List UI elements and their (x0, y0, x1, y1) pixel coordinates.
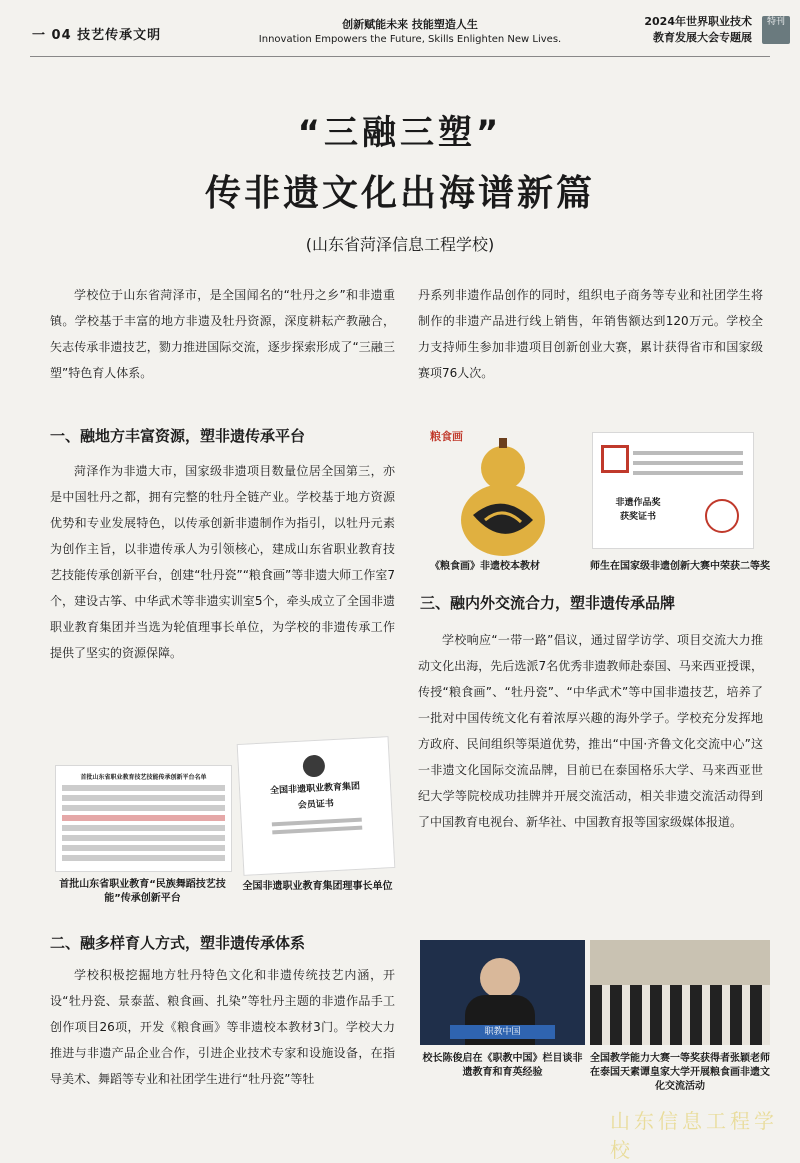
platform-list-document (55, 765, 232, 872)
slogan (250, 16, 570, 45)
slogan-cn: 创新赋能未来 技能塑造人生 (342, 18, 478, 31)
award-certificate (592, 432, 754, 549)
tv-caption-bar: 职教中国 (450, 1025, 555, 1039)
continued-paragraph: 丹系列非遗作品创作的同时，组织电子商务等专业和社团学生将制作的非遗产品进行线上销售，年销售额达到120万元。学校全力支持师生参加非遗项目创新创业大赛，累计获得省市和国家级赛项76人次。 (418, 288, 763, 380)
header-divider (30, 56, 770, 57)
membership-certificate (237, 736, 396, 876)
slogan-en: Innovation Empowers the Future, Skills Enlighten New Lives. (258, 34, 562, 45)
gourd-illustration (425, 420, 575, 560)
event-title (644, 14, 752, 46)
students-row (590, 985, 770, 1045)
fig1-caption: 首批山东省职业教育“民族舞蹈技艺技能”传承创新平台 (59, 879, 226, 904)
title-line-1: “三融三塑” (297, 113, 503, 153)
award-logo-icon (601, 445, 629, 473)
event-line-2: 教育发展大会专题展 (653, 31, 752, 44)
section1-body: 菏泽作为非遗大市，国家级非遗项目数量位居全国第三，亦是中国牡丹之都，拥有完整的牡丹全链产业。学校基于地方资源优势和专业发展特色，以传承创新非遗制作为指引，以牡丹元素为创作主旨，以非遗传承人为引领核心，建成山东省职业教育技艺技能传承创新平台，创建“牡丹瓷”“粮食画”等非遗大师工作室7个，建设古筝、中华武术等非遗实训室5个，牵头成立了全国非遗职业教育集团并当选为轮值理事长单位，为学校的非遗传承工作提供了坚实的资源保障。 (50, 464, 395, 660)
speaker-head (480, 958, 520, 998)
school-watermark: 山东信息工程学校 (610, 1109, 778, 1162)
group-photo (590, 940, 770, 1045)
fig2-caption: 全国非遗职业教育集团理事长单位 (242, 881, 393, 892)
grain-painting-textbook (425, 420, 575, 560)
intro-paragraph: 学校位于山东省菏泽市，是全国闻名的“牡丹之乡”和非遗重镇。学校基于丰富的地方非遗及牡丹资源，深度耕耘产教融合，矢志传承非遗技艺，勠力推进国际交流，逐步探索形成了“三融三塑”特色育人体系。 (50, 288, 395, 380)
special-issue-badge: 特刊 (762, 16, 790, 44)
fig4-caption: 师生在国家级非遗创新大赛中荣获二等奖 (590, 561, 770, 572)
section2-heading: 二、融多样育人方式，塑非遗传承体系 (50, 934, 306, 952)
fig3-caption: 《粮食画》非遗校本教材 (430, 561, 540, 572)
section-label: 一 04 技艺传承文明 (32, 28, 162, 43)
award-line-1: 非遗作品奖 (615, 498, 661, 508)
tv-interview-photo (420, 940, 585, 1045)
section3-heading: 三、融内外交流合力，塑非遗传承品牌 (420, 594, 676, 612)
section3-body: 学校响应“一带一路”倡议，通过留学访学、项目交流大力推动文化出海，先后选派7名优秀非遗教师赴泰国、马来西亚授课，传授“粮食画”、“牡丹瓷”、“中华武术”等中国非遗技艺，培养了一批对中国传统文化有着浓厚兴趣的海外学子。学校充分发挥地方政府、民间组织等渠道优势，推出“中国·齐鲁文化交流中心”这一非遗文化国际交流品牌，目前已在泰国格乐大学、马来西亚世纪大学等院校成功挂牌并开展交流活动，相关非遗交流活动得到了中国教育电视台、新华社、中国教育报等国家级媒体报道。 (418, 633, 763, 829)
award-line-2: 获奖证书 (619, 512, 656, 522)
section2-body: 学校积极挖掘地方牡丹特色文化和非遗传统技艺内涵，开设“牡丹瓷、景泰蓝、粮食画、扎染”等牡丹主题的非遗作品手工创作项目26项，开发《粮食画》等非遗校本教材3门。学校大力推进与非遗产品企业合作，引进企业技术专家和设施设备，在指导美术、舞蹈等专业和社团学生进行“牡丹瓷”等牡 (50, 968, 395, 1086)
school-subtitle: (山东省菏泽信息工程学校) (305, 235, 495, 254)
section1-heading: 一、融地方丰富资源，塑非遗传承平台 (50, 427, 306, 445)
photo2-caption: 全国教学能力大赛一等奖获得者张颖老师在泰国天素谭皇家大学开展粮食画非遗文化交流活动 (590, 1053, 770, 1092)
emblem-icon (302, 754, 325, 777)
document-table (56, 785, 231, 861)
photo1-caption: 校长陈俊启在《职教中国》栏目谈非遗教育和育英经验 (422, 1053, 583, 1078)
page-header (0, 0, 800, 60)
certificate-title: 会员证书 (297, 799, 335, 811)
document-title: 首批山东省职业教育技艺技能传承创新平台名单 (80, 774, 207, 781)
event-line-1: 2024年世界职业技术 (644, 15, 752, 28)
textbook-label: 粮食画 (430, 430, 463, 443)
certificate-org: 全国非遗职业教育集团 (269, 781, 361, 797)
title-line-2: 传非遗文化出海谱新篇 (204, 173, 595, 214)
red-seal-icon (705, 499, 739, 533)
